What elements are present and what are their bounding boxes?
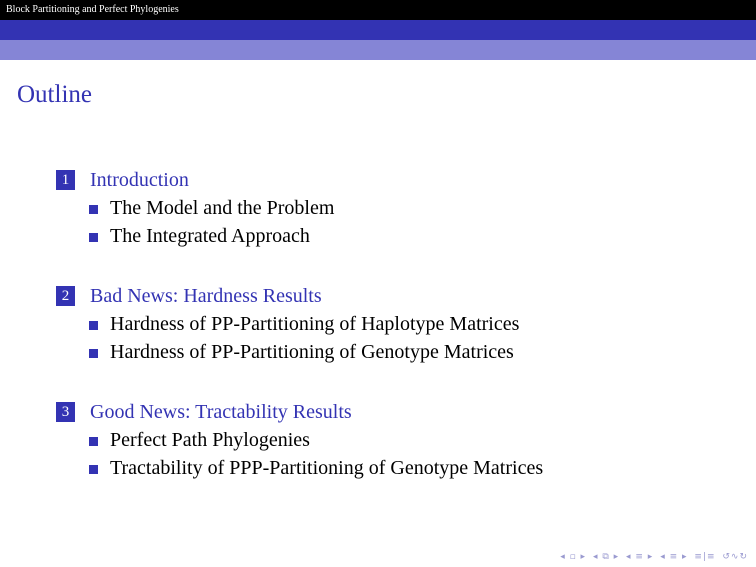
subsection-title[interactable]: Perfect Path Phylogenies	[110, 429, 310, 451]
search-back-forward-icon[interactable]: ↺∿↻	[722, 552, 748, 562]
square-bullet-icon	[89, 321, 98, 330]
section-title[interactable]: Bad News: Hardness Results	[90, 285, 322, 307]
beamer-navigation-bar	[557, 552, 748, 562]
section-title[interactable]: Good News: Tractability Results	[90, 401, 352, 423]
subsection-title[interactable]: Hardness of PP-Partitioning of Genotype Matrices	[110, 341, 514, 363]
running-title: Block Partitioning and Perfect Phylogenies	[6, 4, 179, 15]
subsection-title[interactable]: The Integrated Approach	[110, 225, 310, 247]
subsection-title[interactable]: Tractability of PPP-Partitioning of Genotype Matrices	[110, 457, 544, 479]
square-bullet-icon	[89, 233, 98, 242]
square-bullet-icon	[89, 205, 98, 214]
section-number-badge: 3	[56, 402, 75, 422]
section-number-badge: 1	[56, 170, 75, 190]
section-title[interactable]: Introduction	[90, 169, 189, 191]
frame-nav-icon[interactable]: ◂ ⧉ ▸	[592, 552, 620, 562]
header-band-light	[0, 40, 756, 60]
section-nav-icon[interactable]: ◂ ≡ ▸	[660, 552, 688, 562]
section-number-badge: 2	[56, 286, 75, 306]
document-nav-icon[interactable]: ≡|≡	[694, 552, 716, 562]
slide-nav-icon[interactable]: ◂ ▫ ▸	[560, 552, 587, 562]
square-bullet-icon	[89, 349, 98, 358]
subsection-title[interactable]: Hardness of PP-Partitioning of Haplotype Matrices	[110, 313, 520, 335]
square-bullet-icon	[89, 465, 98, 474]
frame-title: Outline	[17, 81, 92, 108]
square-bullet-icon	[89, 437, 98, 446]
subsection-title[interactable]: The Model and the Problem	[110, 197, 335, 219]
header-band-dark	[0, 20, 756, 40]
subsection-nav-icon[interactable]: ◂ ≡ ▸	[626, 552, 654, 562]
headline-bar	[0, 0, 756, 20]
